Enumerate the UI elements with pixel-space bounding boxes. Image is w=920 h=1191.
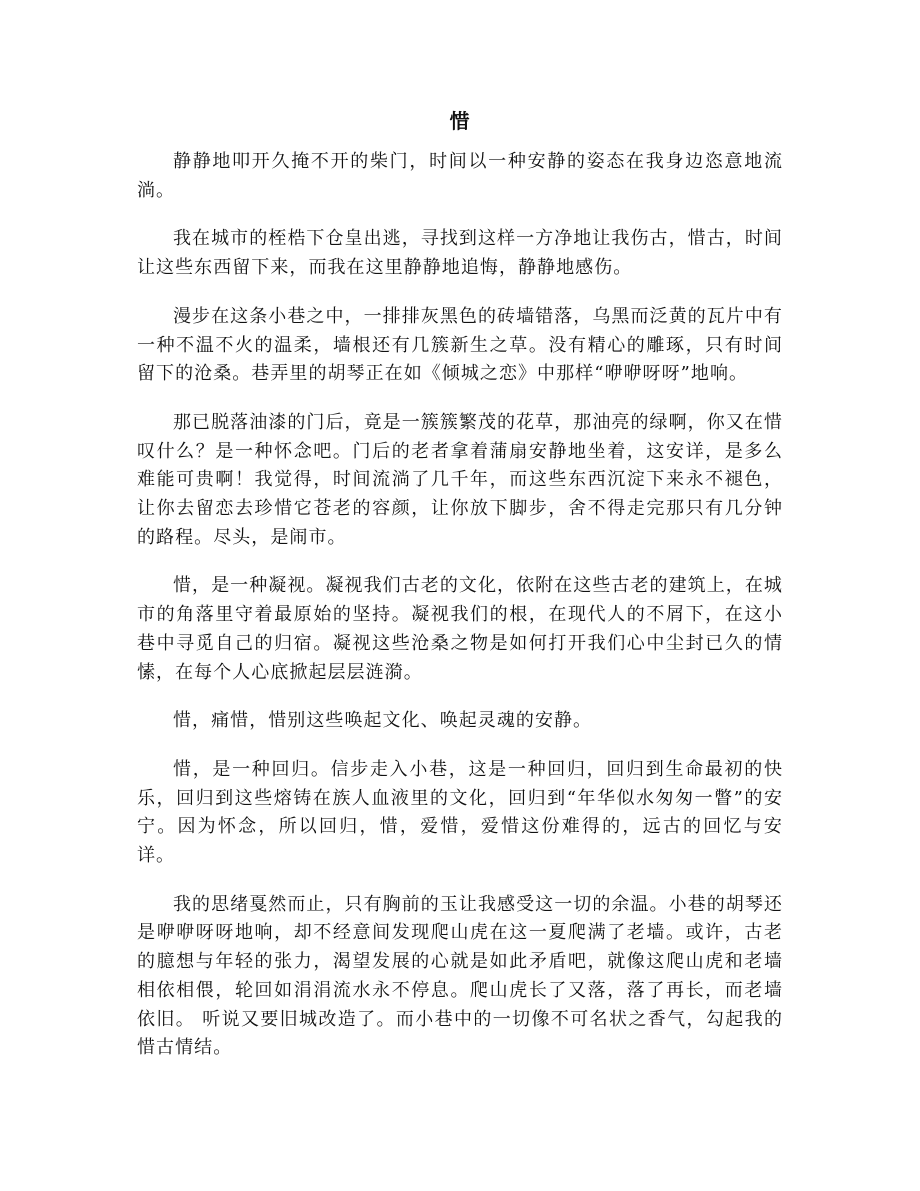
- paragraph-1: 静静地叩开久掩不开的柴门，时间以一种安静的姿态在我身边恣意地流淌。: [137, 151, 783, 201]
- paragraph-7: 惜，是一种回归。信步走入小巷，这是一种回归，回归到生命最初的快乐，回归到这些熔铸在族人血液里的文化，回归到“年华似水匆匆一瞥”的安宁。因为怀念，所以回归，惜，爱惜，爱惜这份难得的，远古的回忆与安详。: [137, 758, 783, 867]
- paragraph-5: 惜，是一种凝视。凝视我们古老的文化，依附在这些古老的建筑上，在城市的角落里守着最原始的坚持。凝视我们的根，在现代人的不屑下，在这小巷中寻觅自己的归宿。凝视这些沧桑之物是如何打开我们心中尘封已久的情愫，在每个人心底掀起层层涟漪。: [137, 575, 783, 683]
- paragraph-4: 那已脱落油漆的门后，竟是一簇簇繁茂的花草，那油亮的绿啊，你又在惜叹什么？是一种怀念吧。门后的老者拿着蒲扇安静地坐着，这安详，是多么难能可贵啊！我觉得，时间流淌了几千年，而这些东西沉淀下来永不褪色，让你去留恋去珍惜它苍老的容颜，让你放下脚步，舍不得走完那只有几分钟的路程。尽头，是闹市。: [137, 411, 783, 548]
- document-body: [137, 148, 783, 1083]
- paragraph-6: 惜，痛惜，惜别这些唤起文化、唤起灵魂的安静。: [173, 710, 593, 732]
- paragraph-2: 我在城市的桎梏下仓皇出逃，寻找到这样一方净地让我伤古，惜古，时间让这些东西留下来，而我在这里静静地追悔，静静地感伤。: [137, 228, 783, 279]
- paragraph-8: 我的思绪戛然而止，只有胸前的玉让我感受这一切的余温。小巷的胡琴还是咿咿呀呀地响，却不经意间发现爬山虎在这一夏爬满了老墙。或许，古老的臆想与年轻的张力，渴望发展的心就是如此矛盾吧，就像这爬山虎和老墙相依相偎，轮回如涓涓流水永不停息。爬山虎长了又落，落了再长，而老墙依旧。 听说又要旧城改造了。而小巷中的一切像不可名状之香气，勾起我的惜古情结。: [137, 893, 783, 1059]
- paragraph-3: 漫步在这条小巷之中，一排排灰黑色的砖墙错落，乌黑而泛黄的瓦片中有一种不温不火的温柔，墙根还有几簇新生之草。没有精心的雕琢，只有时间留下的沧桑。巷弄里的胡琴正在如《倾城之恋》中那样“咿咿呀呀”地响。: [137, 305, 783, 385]
- document-title: 惜: [449, 109, 471, 133]
